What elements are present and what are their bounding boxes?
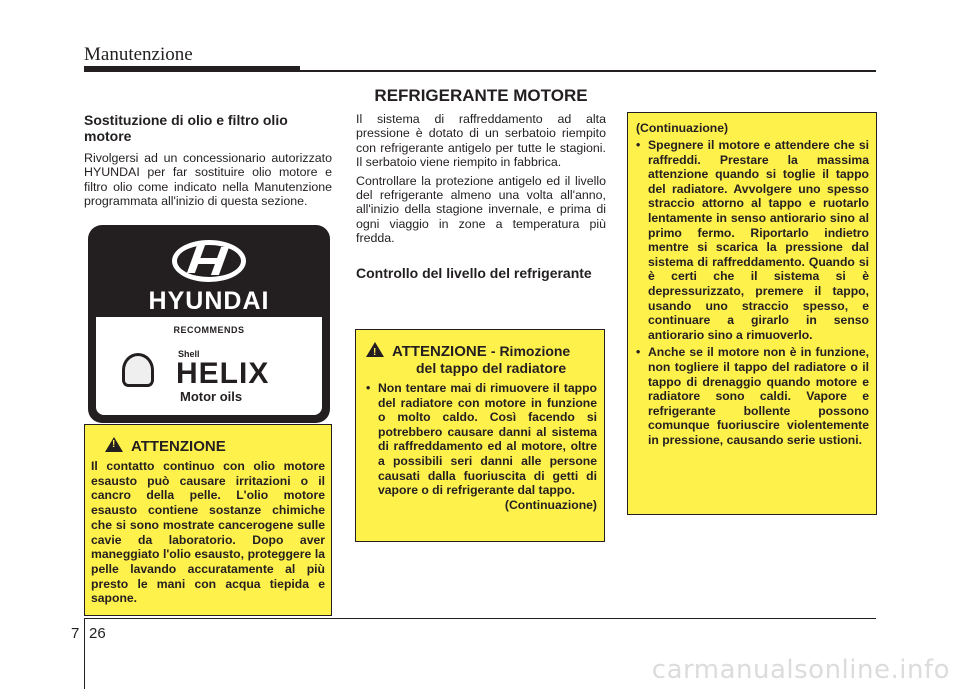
- left-column: [84, 112, 332, 213]
- warning-triangle-icon: [366, 342, 384, 357]
- continued-warning-bullet: • Spegnere il motore e attendere che si raffreddi. Prestare la massima attenzione quando si toglie il tappo del radiatore. Avvolgere uno spesso straccio attorno al tappo e ruotarlo lentamente in senso antiorario sino al primo fermo. Riportarlo indietro mentre si scarica la pressione dal sistema di raffreddamento. Quando si è certi che il sistema si è depressurizzato, premere il tappo, usando uno straccio spesso, e continuare a girarlo in senso antiorario sino a rimuoverlo.: [636, 138, 869, 342]
- coolant-level-heading: Controllo del livello del refrigerante: [356, 264, 592, 281]
- warning-triangle-icon: [105, 437, 123, 452]
- oil-warning-title: !ATTENZIONE: [105, 437, 325, 455]
- coolant-paragraph-2: Controllare la protezione antigelo ed il livello del refrigerante almeno una volta all'anno, all'inizio della stagione invernale, e prima di ogni viaggio in zone a temperatura più fredda.: [356, 173, 606, 246]
- radiator-cap-warning-box: [355, 329, 605, 542]
- section-title: REFRIGERANTE MOTORE: [374, 86, 588, 105]
- page-number: 26: [89, 625, 106, 642]
- coolant-paragraph-1: Il sistema di raffreddamento ad alta pressione è dotato di un serbatoio riempito con refrigerante antigelo per tutte le stagioni. Il serbatoio viene riempito in fabbrica.: [356, 112, 606, 170]
- header-rule: [300, 70, 876, 72]
- footer-rule: [84, 618, 876, 619]
- continued-warning-head: (Continuazione): [636, 121, 729, 135]
- oil-warning-text: Il contatto continuo con olio motore esausto può causare irritazioni o il cancro della pelle. L'olio motore esausto contiene sostanze chimiche che si sono mostrate cancerogene sulle cavie da laboratorio. Dopo aver maneggiato l'olio esausto, proteggere la pelle lavando accuratamente al più presto le mani con acqua tiepida e sapone.: [91, 459, 325, 606]
- logo-motor-oils-text: Motor oils: [180, 389, 243, 404]
- header-bar: [84, 66, 300, 72]
- radiator-cap-warning-title: !ATTENZIONE - Rimozione del tappo del radiatore: [366, 342, 597, 377]
- middle-column: [356, 112, 606, 288]
- oil-change-heading: Sostituzione di olio e filtro olio motore: [84, 112, 288, 144]
- logo-panel: [96, 317, 322, 415]
- logo-recommends-text: RECOMMENDS: [173, 325, 245, 335]
- footer-tick: [84, 618, 85, 689]
- shell-emblem-icon: [122, 353, 154, 387]
- radiator-cap-warning-bullet: • Non tentare mai di rimuovere il tappo del radiatore con motore in funzione o molto caldo. Così facendo si potrebbero causare danni al sistema di raffreddamento ed al motore, oltre a possibili seri danni alle persone causati dalla fuoriuscita di getti di vapore o di refrigerante dal tappo.: [366, 381, 597, 498]
- oil-warning-box: [84, 424, 332, 616]
- page-header-title: Manutenzione: [84, 44, 193, 65]
- continued-warning-box: [627, 112, 877, 515]
- logo-helix-text: HELIX: [176, 357, 270, 390]
- chapter-number: 7: [71, 625, 80, 642]
- hyundai-shell-logo: [88, 225, 330, 423]
- watermark: carmanualsonline.info: [651, 655, 950, 685]
- logo-shell-text: Shell: [178, 349, 200, 359]
- continued-label: (Continuazione): [504, 497, 597, 512]
- logo-brand-text: HYUNDAI: [148, 287, 270, 315]
- continued-warning-bullet: • Anche se il motore non è in funzione, non togliere il tappo del radiatore o il tappo di drenaggio quando motore e radiatore sono caldi. Vapore e refrigerante bollente possono comunque fuoriuscire violentemente in pressione, causando serie ustioni.: [636, 345, 869, 447]
- oil-change-paragraph: Rivolgersi ad un concessionario autorizzato HYUNDAI per far sostituire olio motore e filtro olio come indicato nella Manutenzione programmata all'inizio di questa sezione.: [84, 151, 332, 209]
